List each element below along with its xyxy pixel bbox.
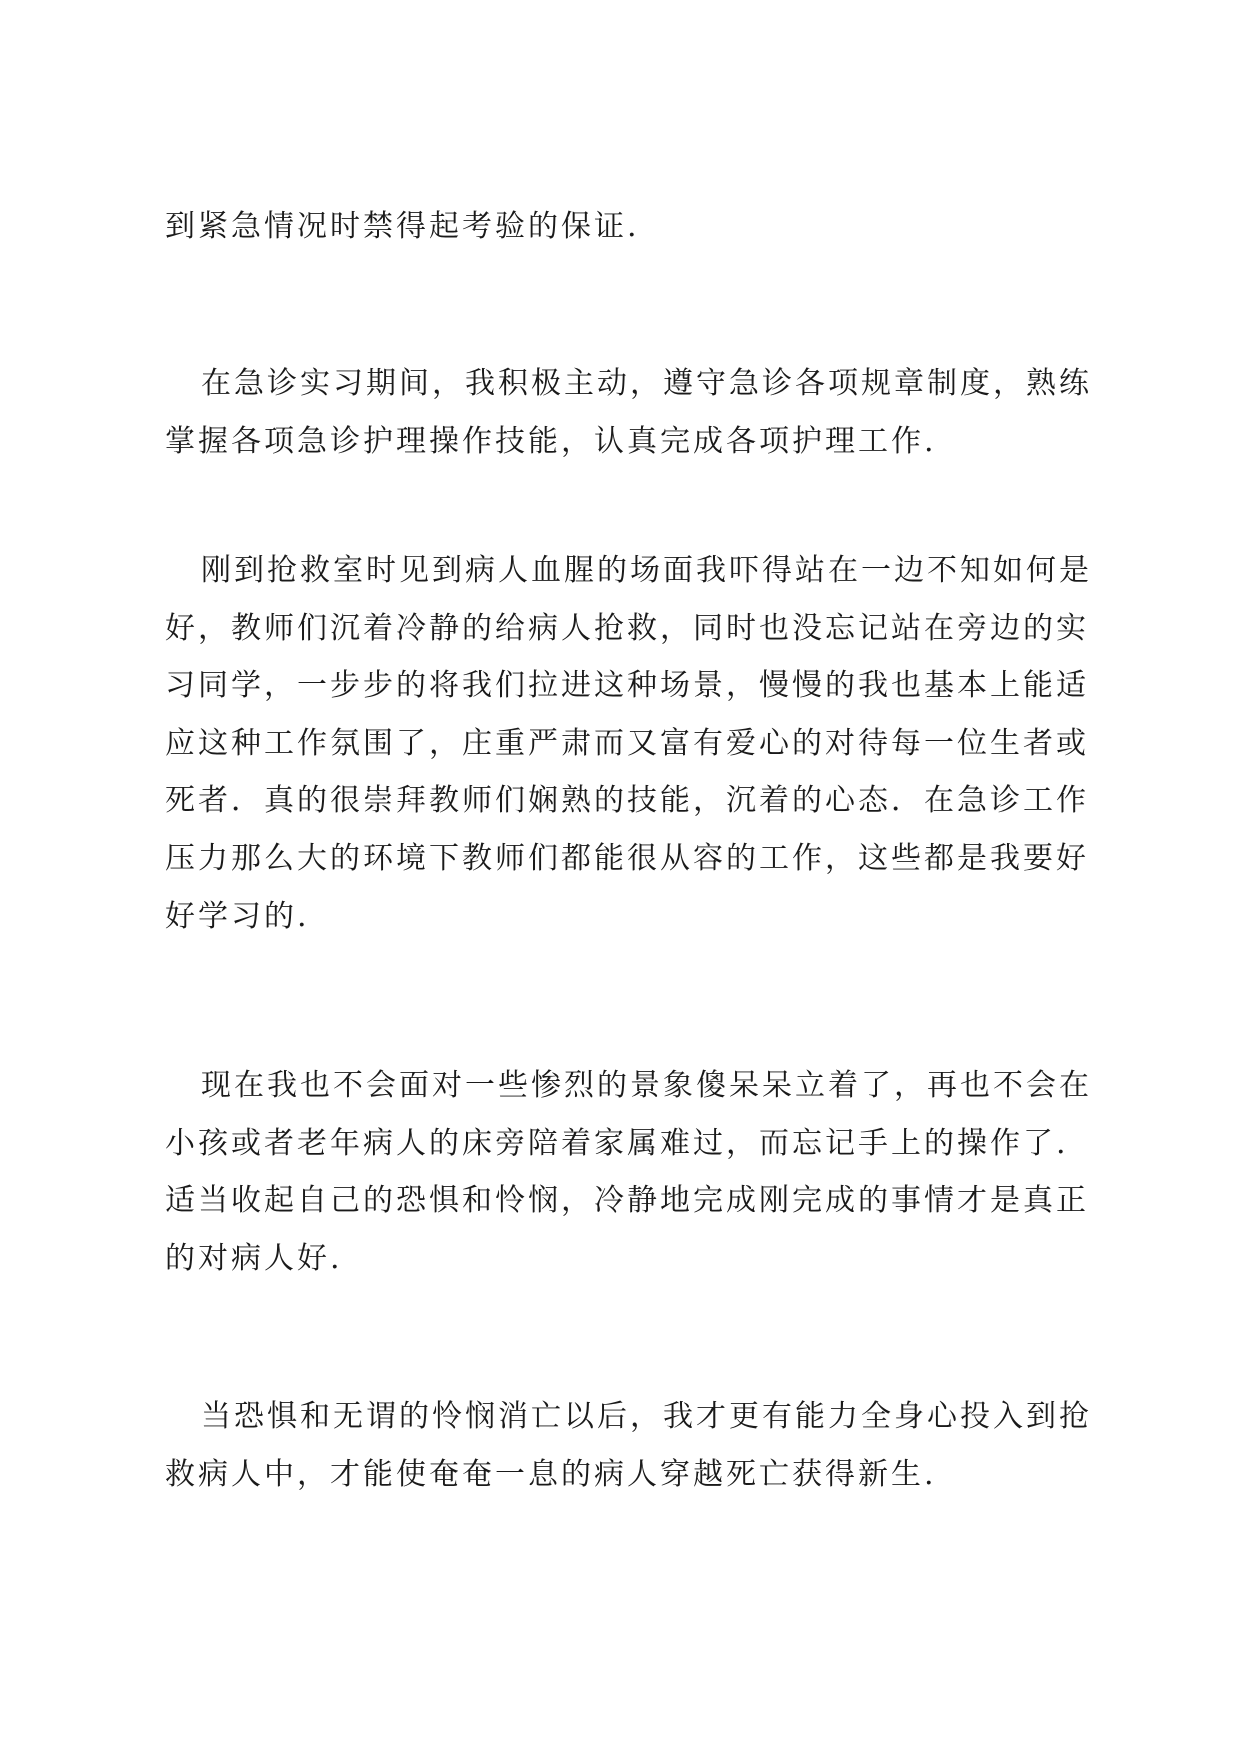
paragraph-line: 当恐惧和无谓的怜悯消亡以后，我才更有能力全身心投入到抢 (201, 1399, 1092, 1434)
paragraph-line: 习同学，一步步的将我们拉进这种场景，慢慢的我也基本上能适 (165, 668, 1089, 704)
paragraph-2 (165, 355, 1095, 470)
paragraph-line: 应这种工作氛围了，庄重严肃而又富有爱心的对待每一位生者或 (165, 725, 1089, 761)
paragraph-line: 小孩或者老年病人的床旁陪着家属难过，而忘记手上的操作了. (165, 1125, 1069, 1161)
paragraph-line: 适当收起自己的恐惧和怜悯，冷静地完成刚完成的事情才是真正 (165, 1183, 1089, 1219)
paragraph-5 (165, 1388, 1095, 1503)
paragraph-line: 好学习的. (165, 898, 310, 934)
paragraph-line: 现在我也不会面对一些惨烈的景象傻呆呆立着了，再也不会在 (201, 1068, 1092, 1103)
paragraph-line: 好，教师们沉着冷静的给病人抢救，同时也没忘记站在旁边的实 (165, 610, 1089, 646)
paragraph-line: 到紧急情况时禁得起考验的保证. (165, 209, 640, 244)
paragraph-1 (165, 198, 1095, 256)
paragraph-line: 掌握各项急诊护理操作技能，认真完成各项护理工作. (165, 423, 937, 459)
paragraph-line: 压力那么大的环境下教师们都能很从容的工作，这些都是我要好 (165, 840, 1089, 876)
paragraph-line: 救病人中，才能使奄奄一息的病人穿越死亡获得新生. (165, 1456, 937, 1492)
paragraph-3 (165, 542, 1095, 945)
paragraph-line: 在急诊实习期间，我积极主动，遵守急诊各项规章制度，熟练 (201, 366, 1092, 401)
paragraph-line: 的对病人好. (165, 1240, 343, 1276)
paragraph-line: 刚到抢救室时见到病人血腥的场面我吓得站在一边不知如何是 (201, 553, 1092, 588)
paragraph-4 (165, 1057, 1095, 1287)
paragraph-line: 死者．真的很崇拜教师们娴熟的技能，沉着的心态．在急诊工作 (165, 783, 1089, 819)
